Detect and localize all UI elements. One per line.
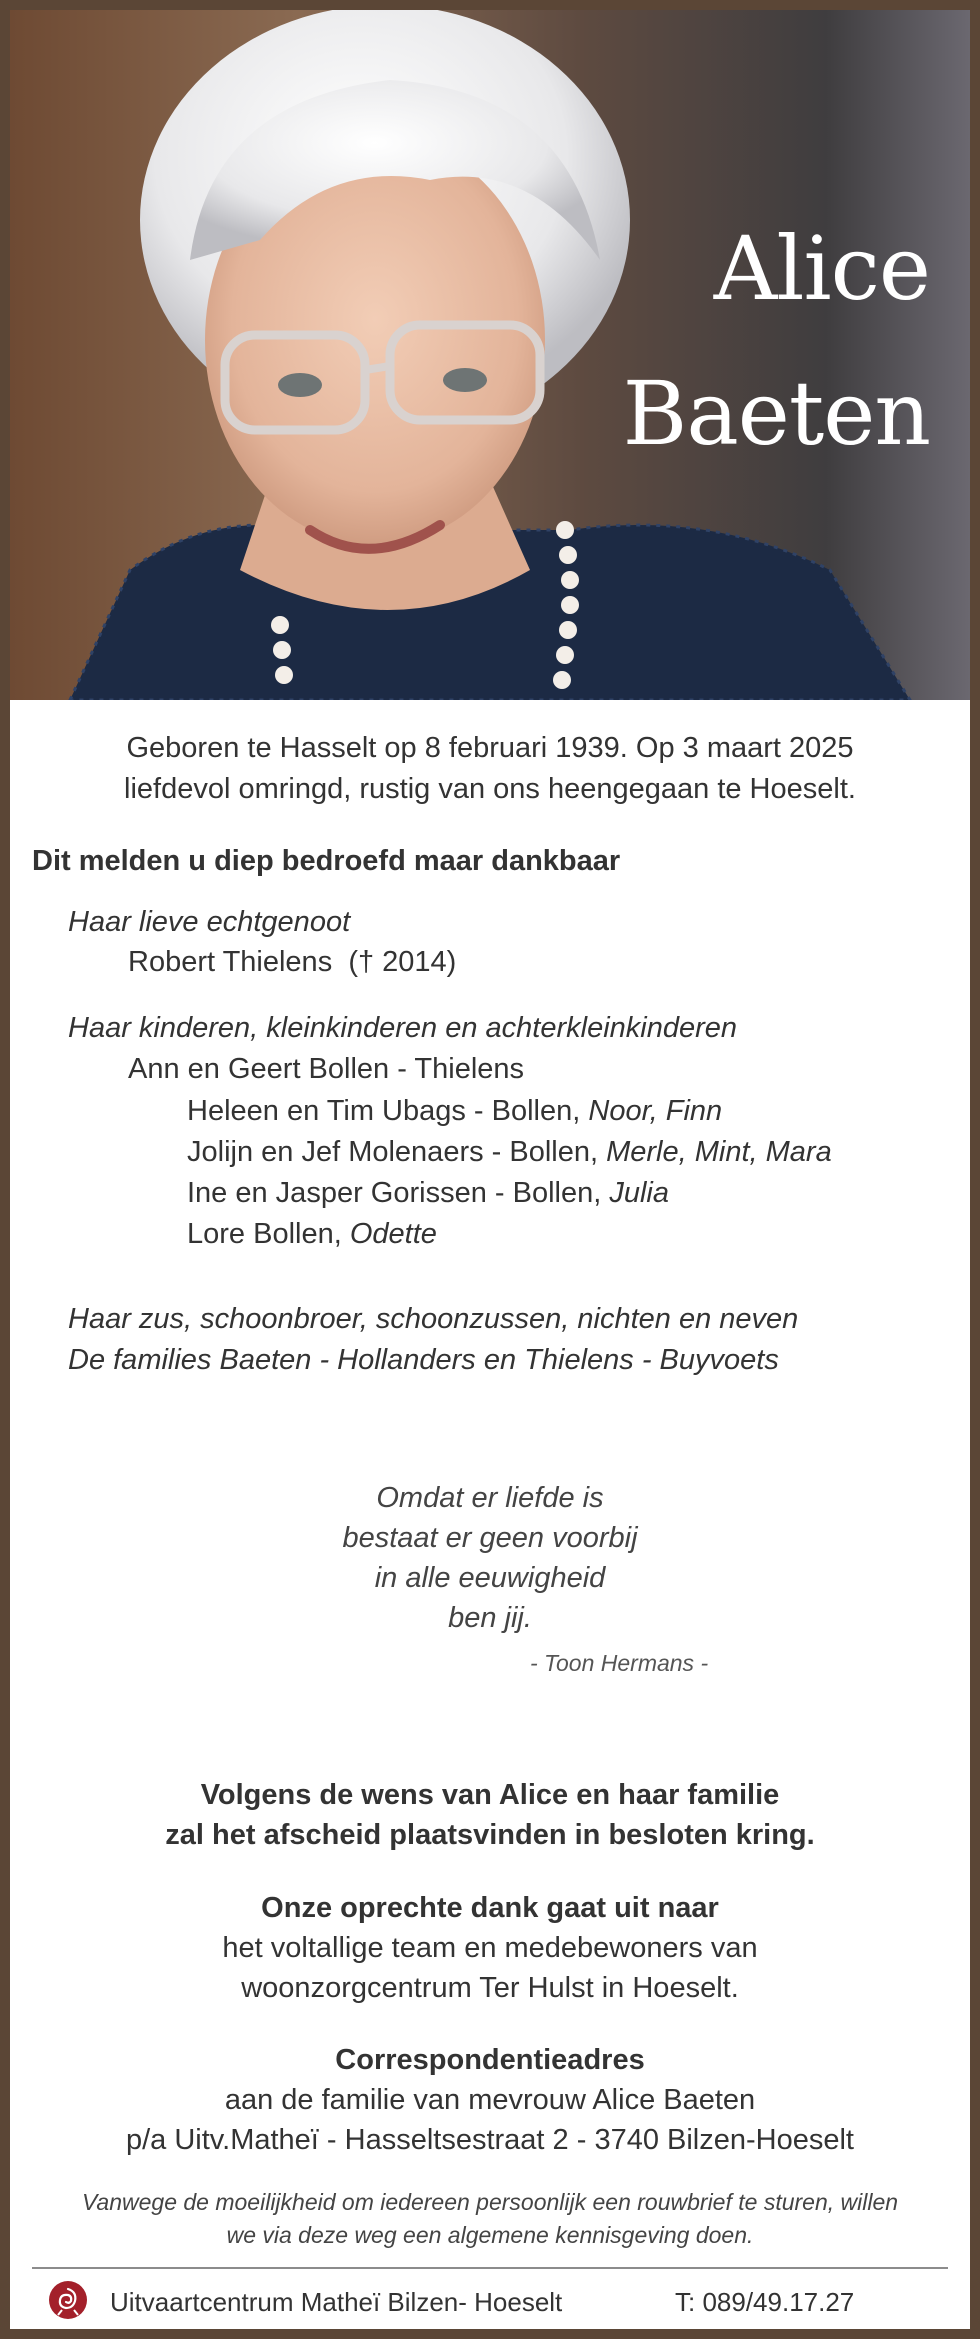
grandchild-name: Ine en Jasper Gorissen - Bollen, (187, 1177, 602, 1209)
correspondence-section (10, 2040, 970, 2160)
address-heading: Correspondentieadres (335, 2044, 645, 2076)
grandchild-line (187, 1136, 832, 1169)
farewell-line-1: Volgens de wens van Alice en haar familie (200, 1779, 780, 1811)
quote-line: Omdat er liefde is (376, 1482, 604, 1514)
birth-death-statement (10, 728, 970, 810)
funeral-home-phone: T: 089/49.17.27 (675, 2287, 855, 2317)
portrait-photo (10, 10, 970, 700)
rose-logo-icon (48, 2280, 88, 2320)
footer-divider (32, 2267, 948, 2269)
deceased-first-name: Alice (713, 217, 930, 320)
grandchild-name: Jolijn en Jef Molenaers - Bollen, (187, 1136, 599, 1168)
thanks-heading: Onze oprechte dank gaat uit naar (261, 1892, 719, 1924)
spouse-note: († 2014) (348, 946, 457, 978)
portrait-illustration (10, 10, 970, 700)
grandchild-line (187, 1095, 722, 1128)
memorial-quote (10, 1478, 970, 1638)
grandchild-name: Lore Bollen, (187, 1218, 342, 1250)
intro-line-1: Geboren te Hasselt op 8 februari 1939. Op 3 maart 2025 (126, 732, 854, 764)
address-line-2: p/a Uitv.Matheï - Hasseltsestraat 2 - 3740 Bilzen-Hoeselt (125, 2124, 854, 2156)
intro-line-2: liefdevol omringd, rustig van ons heengegaan te Hoeselt. (124, 773, 856, 805)
spouse-name: Robert Thielens (128, 946, 333, 978)
great-grandchildren: Julia (609, 1177, 669, 1209)
address-line-1: aan de familie van mevrouw Alice Baeten (224, 2084, 756, 2116)
announcement-lead: Dit melden u diep bedroefd maar dankbaar (32, 845, 621, 877)
farewell-statement (10, 1775, 970, 1855)
quote-line: bestaat er geen voorbij (342, 1522, 638, 1554)
notice-line-2: we via deze weg een algemene kennisgeving doen. (226, 2222, 754, 2248)
grandchild-name: Heleen en Tim Ubags - Bollen, (187, 1095, 581, 1127)
thanks-line-2: woonzorgcentrum Ter Hulst in Hoeselt. (241, 1972, 739, 2004)
notice-line-1: Vanwege de moeilijkheid om iedereen persoonlijk een rouwbrief te sturen, willen (81, 2189, 899, 2215)
quote-line: ben jij. (448, 1602, 532, 1634)
grandchild-line (187, 1177, 669, 1210)
great-grandchildren: Odette (349, 1218, 437, 1250)
grandchild-line (187, 1218, 437, 1251)
general-notice (10, 2186, 970, 2252)
spouse-line (128, 946, 456, 979)
thanks-section (10, 1888, 970, 2008)
quote-author: - Toon Hermans - (530, 1650, 709, 1676)
thanks-line-1: het voltallige team en medebewoners van (222, 1932, 758, 1964)
funeral-home-name: Uitvaartcentrum Matheï Bilzen- Hoeselt (110, 2287, 563, 2317)
family-line-2: De families Baeten - Hollanders en Thielens - Buyvoets (68, 1344, 779, 1376)
children-heading: Haar kinderen, kleinkinderen en achterkleinkinderen (68, 1012, 738, 1044)
great-grandchildren: Noor, Finn (588, 1095, 723, 1127)
spouse-heading: Haar lieve echtgenoot (68, 906, 351, 938)
deceased-last-name: Baeten (622, 362, 930, 465)
children-parent: Ann en Geert Bollen - Thielens (128, 1053, 525, 1085)
family-line-1: Haar zus, schoonbroer, schoonzussen, nichten en neven (68, 1303, 799, 1335)
quote-line: in alle eeuwigheid (374, 1562, 606, 1594)
farewell-line-2: zal het afscheid plaatsvinden in besloten kring. (165, 1819, 815, 1851)
great-grandchildren: Merle, Mint, Mara (606, 1136, 832, 1168)
